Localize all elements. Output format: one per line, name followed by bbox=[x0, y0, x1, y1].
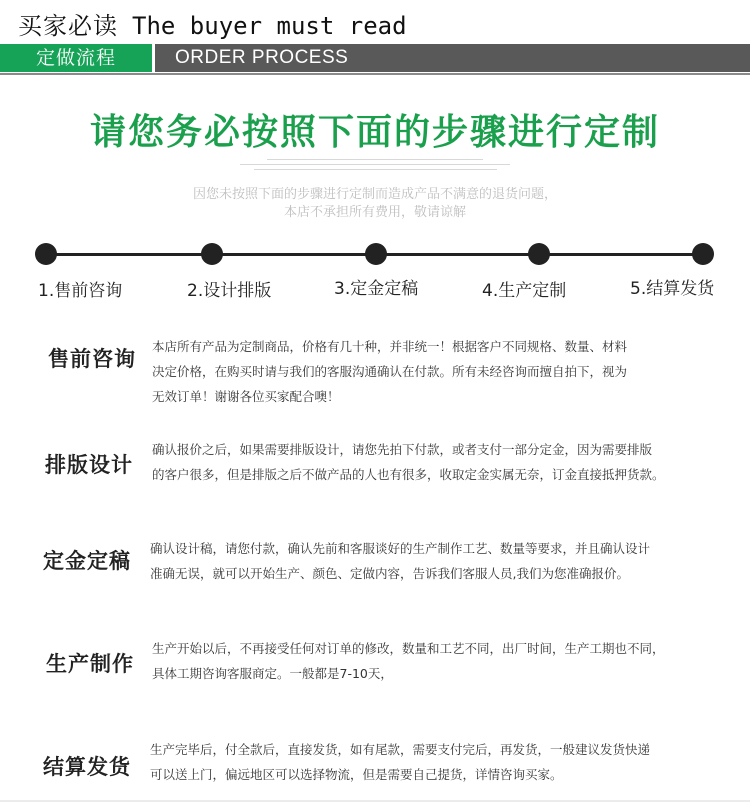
timeline-step-2: 2.设计排版 bbox=[187, 281, 272, 301]
headline: 请您务必按照下面的步骤进行定制 bbox=[89, 112, 660, 153]
detail-line: 无效订单！谢谢各位买家配合噢！ bbox=[152, 389, 340, 404]
detail-line: 准确无误，就可以开始生产、颜色、定做内容，告诉我们客服人员,我们为您准确报价。 bbox=[150, 566, 629, 581]
detail-body-production bbox=[152, 636, 665, 686]
detail-body-deposit bbox=[150, 536, 650, 586]
header-title-zh: 买家必读 bbox=[18, 12, 118, 40]
detail-line: 生产开始以后，不再接受任何对订单的修改，数量和工艺不同，出厂时间，生产工期也不同， bbox=[152, 641, 665, 656]
section-label-zh: 定做流程 bbox=[0, 44, 152, 72]
detail-body-layout bbox=[152, 437, 665, 487]
notice-line-2: 本店不承担所有费用，敬请谅解 bbox=[283, 205, 466, 220]
timeline-dot-4 bbox=[528, 243, 550, 265]
timeline-step-1: 1.售前咨询 bbox=[38, 281, 123, 301]
detail-title-deposit: 定金定稿 bbox=[43, 549, 131, 573]
detail-line: 决定价格，在购买时请与我们的客服沟通确认在付款。所有未经咨询而擅自拍下，视为 bbox=[152, 364, 628, 379]
timeline-dot-3 bbox=[365, 243, 387, 265]
detail-line: 可以送上门，偏远地区可以选择物流，但是需要自己提货，详情咨询买家。 bbox=[150, 767, 563, 782]
timeline-dot-5 bbox=[692, 243, 714, 265]
process-timeline bbox=[0, 240, 750, 310]
detail-title-production: 生产制作 bbox=[46, 652, 134, 676]
bottom-divider bbox=[0, 800, 750, 802]
faint-decorative-text bbox=[240, 155, 510, 177]
detail-body-presale bbox=[152, 334, 627, 409]
detail-line: 确认设计稿，请您付款，确认先前和客服谈好的生产制作工艺、数量等要求，并且确认设计 bbox=[150, 541, 651, 556]
page-header bbox=[18, 6, 407, 38]
detail-title-layout: 排版设计 bbox=[45, 453, 133, 477]
notice bbox=[0, 186, 750, 222]
detail-line: 本店所有产品为定制商品，价格有几十种，并非统一！根据客户不同规格、数量、材料 bbox=[152, 339, 628, 354]
notice-line-1: 因您未按照下面的步骤进行定制而造成产品不满意的退货问题， bbox=[192, 187, 557, 202]
section-bar bbox=[0, 44, 750, 72]
detail-line: 的客户很多，但是排版之后不做产品的人也有很多，收取定金实属无奈，订金直接抵押货款。 bbox=[152, 467, 665, 482]
timeline-step-5: 5.结算发货 bbox=[630, 279, 715, 299]
section-divider bbox=[0, 73, 750, 75]
detail-body-settlement bbox=[150, 737, 650, 787]
section-label-en: ORDER PROCESS bbox=[155, 44, 750, 72]
detail-line: 确认报价之后，如果需要排版设计，请您先拍下付款，或者支付一部分定金，因为需要排版 bbox=[152, 442, 653, 457]
detail-line: 具体工期咨询客服商定。一般都是7-10天， bbox=[152, 666, 393, 681]
detail-title-presale: 售前咨询 bbox=[48, 347, 136, 371]
detail-line: 生产完毕后，付全款后，直接发货，如有尾款，需要支付完后，再发货，一般建议发货快递 bbox=[150, 742, 651, 757]
timeline-dot-1 bbox=[35, 243, 57, 265]
timeline-step-4: 4.生产定制 bbox=[482, 281, 567, 301]
detail-title-settlement: 结算发货 bbox=[43, 755, 131, 779]
header-title-en: The buyer must read bbox=[132, 12, 407, 40]
timeline-step-3: 3.定金定稿 bbox=[334, 279, 419, 299]
timeline-dot-2 bbox=[201, 243, 223, 265]
